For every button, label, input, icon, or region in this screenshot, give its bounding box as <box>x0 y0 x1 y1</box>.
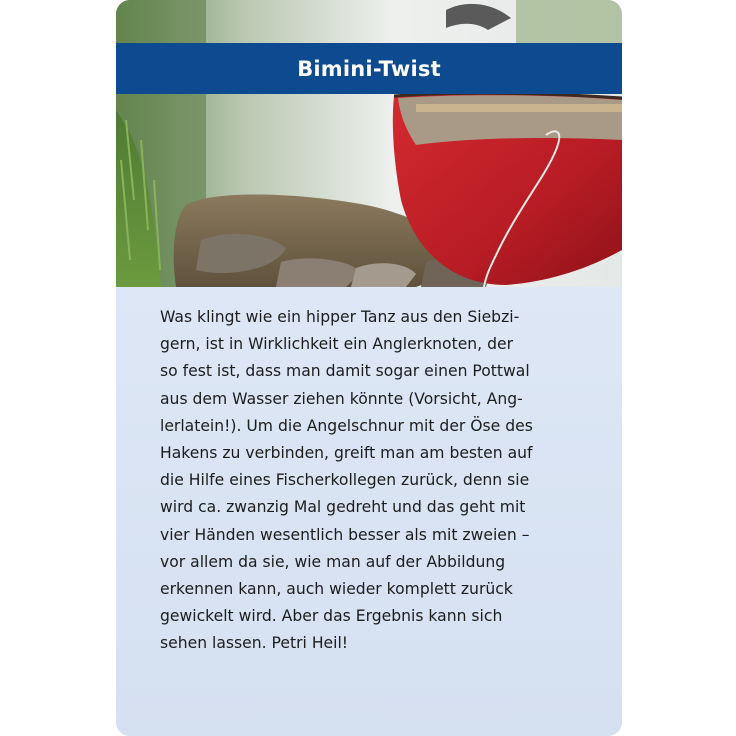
title-bar <box>116 43 622 94</box>
card-title: Bimini-Twist <box>297 56 441 81</box>
text-line: erkennen kann, auch wieder komplett zurück <box>160 580 513 599</box>
description-text <box>160 304 590 658</box>
text-line: vor allem da sie, wie man auf der Abbildung <box>160 552 506 571</box>
text-line: Hakens zu verbinden, greift man am besten auf <box>160 444 533 463</box>
text-line: Was klingt wie ein hipper Tanz aus den Siebzi- <box>160 308 520 326</box>
card-body <box>116 287 622 736</box>
text-line: gern, ist in Wirklichkeit ein Anglerknoten, der <box>160 335 513 354</box>
text-line: vier Händen wesentlich besser als mit zweien – <box>160 525 530 544</box>
text-line: die Hilfe eines Fischerkollegen zurück, denn sie <box>160 471 530 490</box>
text-line: so fest ist, dass man damit sogar einen Pottwal <box>160 362 530 381</box>
text-line: gewickelt wird. Aber das Ergebnis kann sich <box>160 607 503 626</box>
text-line: aus dem Wasser ziehen könnte (Vorsicht, Ang- <box>160 389 523 408</box>
text-line: sehen lassen. Petri Heil! <box>160 634 349 653</box>
text-line: wird ca. zwanzig Mal gedreht und das geht mit <box>160 498 526 517</box>
info-card <box>116 0 622 736</box>
text-line: lerlatein!). Um die Angelschnur mit der Öse des <box>160 416 533 435</box>
